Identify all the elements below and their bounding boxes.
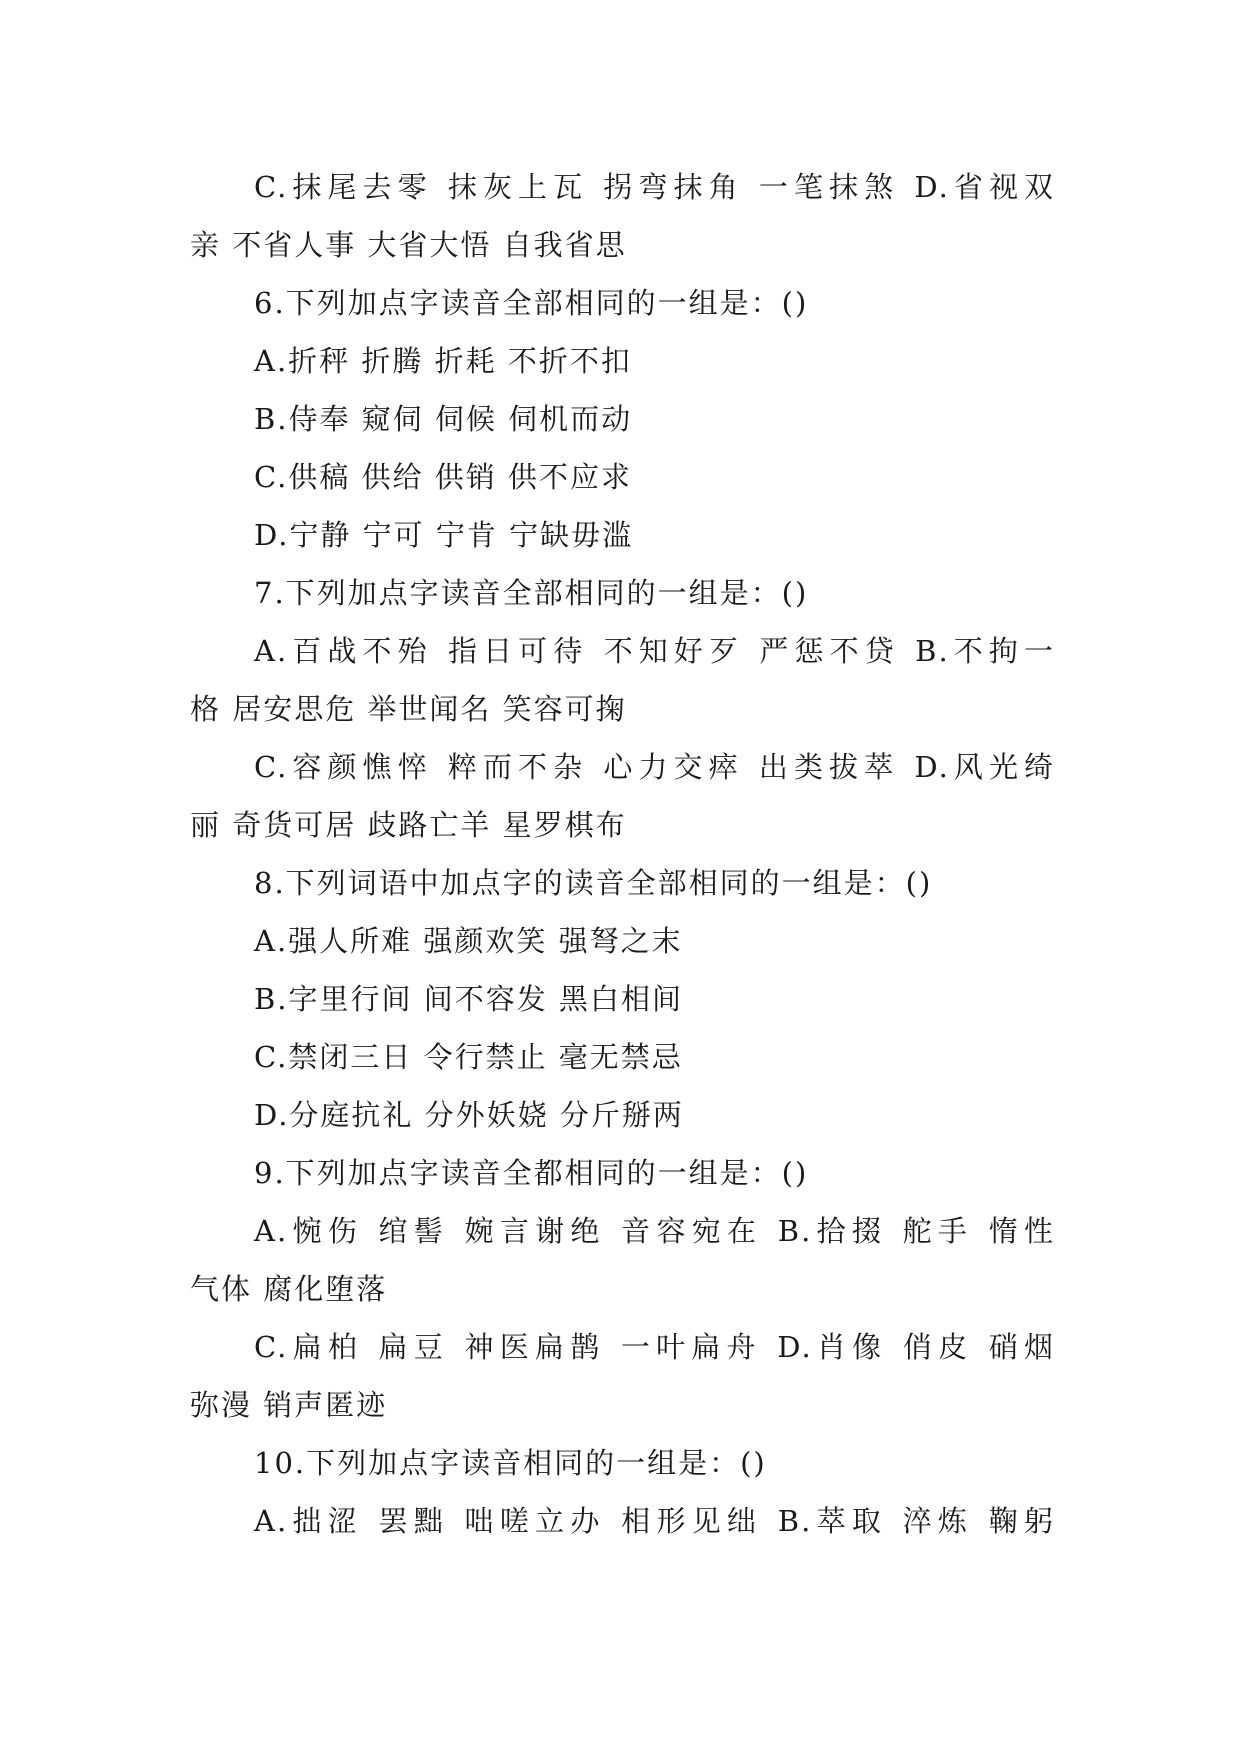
text-line: 丽 奇货可居 歧路亡羊 星罗棋布 (190, 808, 627, 842)
text-line: 6.下列加点字读音全部相同的一组是：() (254, 286, 809, 320)
text-line: A.拙涩 罢黜 咄嗟立办 相形见绌 B.萃取 淬炼 鞠躬 (254, 1504, 1055, 1538)
text-line: D.宁静 宁可 宁肯 宁缺毋滥 (254, 518, 634, 552)
text-line: A.强人所难 强颜欢笑 强弩之末 (254, 924, 683, 958)
text-line: 8.下列词语中加点字的读音全部相同的一组是：() (254, 866, 933, 900)
text-line: 10.下列加点字读音相同的一组是：() (254, 1446, 767, 1480)
text-line: 亲 不省人事 大省大悟 自我省思 (190, 228, 627, 262)
text-line: A.折秤 折腾 折耗 不折不扣 (254, 344, 632, 378)
text-line: B.字里行间 间不容发 黑白相间 (254, 982, 683, 1016)
text-line: C.供稿 供给 供销 供不应求 (254, 460, 633, 494)
text-line: 气体 腐化堕落 (190, 1272, 388, 1306)
document-body (190, 158, 1055, 1550)
text-line: C.抹尾去零 抹灰上瓦 拐弯抹角 一笔抹煞 D.省视双 (254, 170, 1055, 204)
text-line: C.禁闭三日 令行禁止 毫无禁忌 (254, 1040, 683, 1074)
text-line: 9.下列加点字读音全都相同的一组是：() (254, 1156, 809, 1190)
text-line: 7.下列加点字读音全部相同的一组是：() (254, 576, 809, 610)
text-line: B.侍奉 窥伺 伺候 伺机而动 (254, 402, 633, 436)
text-line: A.惋伤 绾髻 婉言谢绝 音容宛在 B.拾掇 舵手 惰性 (254, 1214, 1055, 1248)
text-line: C.容颜憔悴 粹而不杂 心力交瘁 出类拔萃 D.风光绮 (254, 750, 1055, 784)
text-line: A.百战不殆 指日可待 不知好歹 严惩不贷 B.不拘一 (254, 634, 1055, 668)
text-line: C.扁柏 扁豆 神医扁鹊 一叶扁舟 D.肖像 俏皮 硝烟 (254, 1330, 1055, 1364)
text-line: 格 居安思危 举世闻名 笑容可掬 (190, 692, 627, 726)
text-line: D.分庭抗礼 分外妖娆 分斤掰两 (254, 1098, 684, 1132)
text-line: 弥漫 销声匿迹 (190, 1388, 388, 1422)
